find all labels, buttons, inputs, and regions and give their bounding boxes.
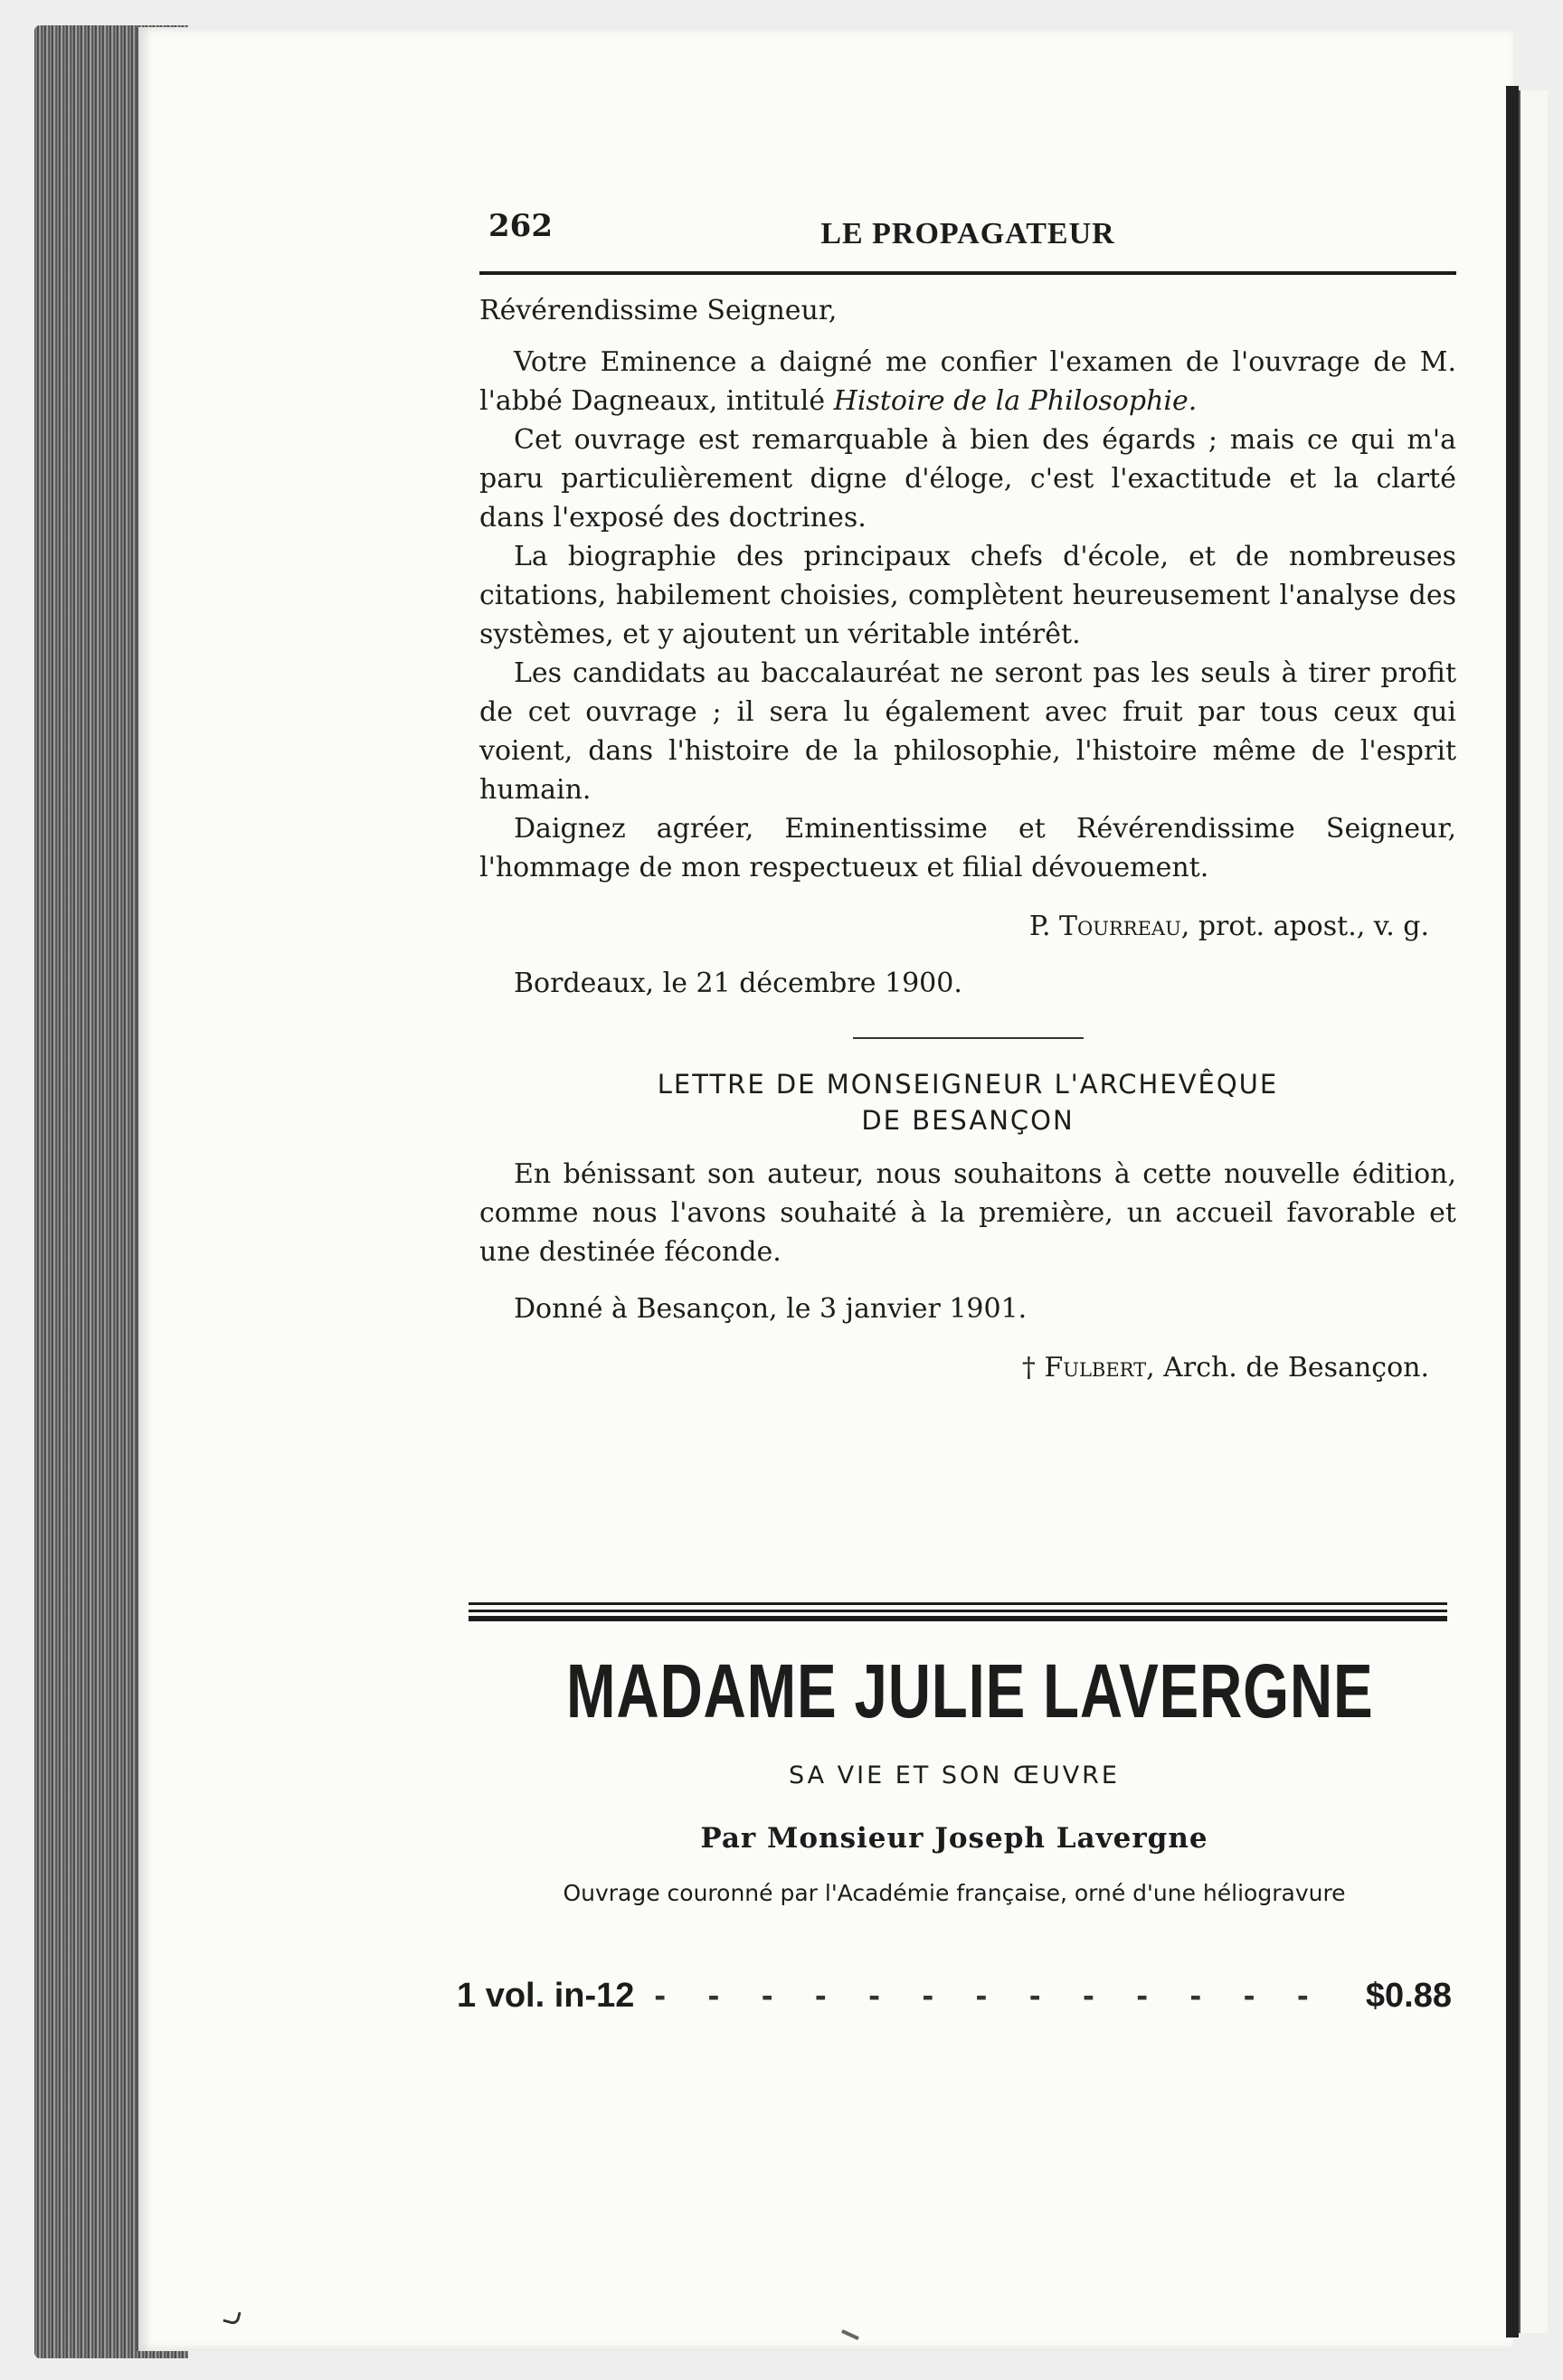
letter1-dateline: Bordeaux, le 21 décembre 1900. bbox=[514, 968, 962, 999]
letter1-paragraph-3: La biographie des principaux chefs d'école, et de nombreuses citations, habilement choisies, complètent heureusement l'analyse des systèmes, et y ajoutent un véritable intérêt. bbox=[479, 541, 1456, 650]
advert-title: MADAME JULIE LAVERGNE bbox=[566, 1648, 1374, 1733]
letter1-paragraph-4: Les candidats au baccalauréat ne seront pas les seuls à tirer profit de cet ouvrage ; il sera lu également avec fruit par tous ceux qui voient, dans l'histoire de la philosophie, l'histoire même de l'esprit humain. bbox=[479, 657, 1456, 806]
page-header bbox=[479, 208, 1456, 262]
signature-title: , prot. apost., v. g. bbox=[1180, 911, 1429, 942]
advert-price-row bbox=[457, 1977, 1452, 2016]
signature-cross: † bbox=[1021, 1352, 1045, 1384]
advertisement bbox=[457, 1646, 1452, 1906]
next-page-strip bbox=[1519, 90, 1548, 2333]
letter1-paragraph-5: Daignez agréer, Eminentissime et Révérendissime Seigneur, l'hommage de mon respectueux et filial dévouement. bbox=[479, 813, 1456, 883]
header-rule bbox=[479, 271, 1456, 275]
letter1-p1-text: Votre Eminence a daigné me confier l'examen de l'ouvrage de M. l'abbé Dagneaux, intitulé bbox=[479, 346, 1456, 417]
page-content bbox=[479, 208, 1456, 1405]
letter2-heading bbox=[479, 1066, 1456, 1138]
letter1-signature bbox=[479, 907, 1456, 946]
section-divider bbox=[853, 1037, 1084, 1039]
page-number: 262 bbox=[488, 208, 553, 244]
signature-name-fulbert: Fulbert bbox=[1044, 1352, 1147, 1384]
letter2-heading-line2: DE BESANÇON bbox=[861, 1105, 1075, 1136]
letter2-body: En bénissant son auteur, nous souhaitons à cette nouvelle édition, comme nous l'avons souhaité à la première, un accueil favorable et une destinée féconde. bbox=[479, 1158, 1456, 1268]
advert-volume: 1 vol. in-12 bbox=[457, 1977, 635, 2015]
advert-note: Ouvrage couronné par l'Académie française, orné d'une héliogravure bbox=[563, 1880, 1346, 1906]
letter1-paragraph-2: Cet ouvrage est remarquable à bien des égards ; mais ce qui m'a paru particulièrement digne d'éloge, c'est l'exactitude et la clarté dans l'exposé des doctrines. bbox=[479, 424, 1456, 534]
signature-initial: P. bbox=[1028, 911, 1060, 942]
advert-price: $0.88 bbox=[1365, 1977, 1452, 2015]
letter2-heading-line1: LETTRE DE MONSEIGNEUR L'ARCHEVÊQUE bbox=[657, 1069, 1279, 1100]
running-title: LE PROPAGATEUR bbox=[820, 217, 1115, 250]
signature-name: Tourreau bbox=[1059, 911, 1181, 942]
salutation: Révérendissime Seigneur, bbox=[479, 295, 838, 326]
letter2-signature bbox=[479, 1348, 1456, 1387]
letter2-dateline: Donné à Besançon, le 3 janvier 1901. bbox=[514, 1293, 1028, 1325]
advert-subtitle: SA VIE ET SON ŒUVRE bbox=[788, 1761, 1120, 1790]
book-title-italic: Histoire de la Philosophie. bbox=[833, 385, 1198, 417]
book-right-edge bbox=[1506, 86, 1519, 2338]
advert-top-rule bbox=[469, 1602, 1447, 1621]
signature-title-fulbert: , Arch. de Besançon. bbox=[1146, 1352, 1429, 1384]
advert-author: Par Monsieur Joseph Lavergne bbox=[700, 1822, 1208, 1855]
price-dot-leader bbox=[654, 1977, 1346, 2016]
letter-archeveque bbox=[479, 1155, 1456, 1387]
letter-tourreau bbox=[479, 291, 1456, 1003]
letter1-paragraph-1 bbox=[479, 343, 1456, 420]
